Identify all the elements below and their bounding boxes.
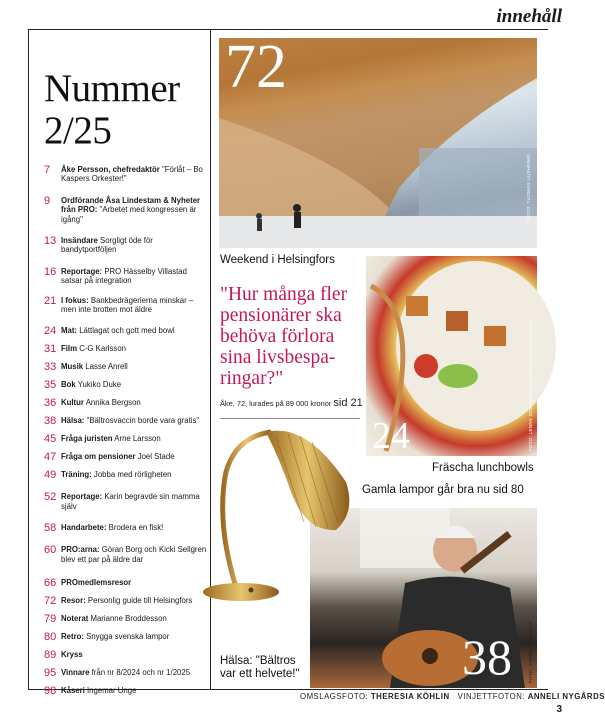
toc-item[interactable] [44, 324, 209, 338]
toc-page-number: 89 [44, 649, 57, 662]
toc-entry-heading: Kultur [61, 398, 84, 408]
toc-item[interactable] [44, 432, 209, 446]
toc-entry-heading: Åke Persson, chefredaktör [61, 165, 160, 174]
toc-entry-text [61, 194, 209, 224]
toc-entry-heading: Reportage: [61, 266, 103, 276]
toc-page-number: 66 [44, 577, 57, 590]
toc-entry-heading: I fokus: [61, 295, 89, 305]
toc-item[interactable] [44, 378, 209, 392]
toc-entry-description: Lasse Anrell [83, 362, 128, 372]
toc-entry-heading: Noterat [61, 614, 89, 624]
health-caption [220, 655, 300, 681]
toc-page-number: 80 [44, 631, 57, 644]
toc-entry-text [61, 294, 209, 315]
toc-entry-description: Snygga svenska lampor [83, 632, 170, 642]
toc-page-number: 60 [44, 544, 57, 557]
toc-page-number: 31 [44, 343, 57, 356]
toc-entry-text [61, 521, 163, 532]
left-frame-rule [28, 29, 29, 689]
toc-entry-text [61, 342, 126, 353]
toc-entry-description: Karin begravde sin mamma själv [61, 492, 200, 511]
toc-entry-text [61, 684, 136, 695]
toc-item[interactable] [44, 265, 209, 286]
toc-item[interactable] [44, 163, 209, 184]
helsinki-photo [219, 33, 537, 248]
photo-credits-footer [300, 692, 605, 701]
toc-entry-heading: Mat: [61, 326, 78, 336]
toc-entry-text [61, 163, 209, 184]
toc-entry-text [61, 360, 128, 371]
toc-entry-text [61, 234, 209, 255]
section-title: innehåll [496, 6, 562, 27]
pull-quote: "Hur många fler pensionärer ska behöva förlora sina livsbespa-ringar?" [220, 284, 348, 389]
quote-attribution [220, 397, 370, 409]
toc-entry-text [61, 324, 175, 335]
toc-item[interactable] [44, 234, 209, 255]
toc-entry-description: Personlig guide till Helsingfors [85, 596, 193, 606]
toc-entry-description: "Bältrosvaccin borde vara gratis" [84, 416, 200, 426]
toc-page-number: 47 [44, 451, 57, 464]
brass-lamp-image [196, 412, 364, 612]
toc-entry-text [61, 543, 209, 564]
toc-entry-heading: Kryss [61, 650, 83, 660]
toc-entry-description: Marianne Broddesson [88, 614, 167, 624]
toc-page-number: 58 [44, 522, 57, 535]
toc-page-number: 72 [44, 595, 57, 608]
table-of-contents [44, 163, 209, 698]
toc-item[interactable] [44, 576, 209, 590]
toc-entry-heading: Bok [61, 380, 76, 390]
toc-item[interactable] [44, 648, 209, 662]
toc-entry-heading: Ordförande Åsa Lindestam & Nyheter från PRO: [61, 195, 201, 215]
toc-entry-text [61, 450, 175, 461]
toc-item[interactable] [44, 684, 209, 698]
helsinki-page-number: 72 [225, 33, 287, 101]
toc-entry-description: PRO Hässelby Villastad satsar på integration [61, 266, 187, 286]
toc-page-number: 52 [44, 491, 57, 504]
toc-entry-heading: Resor: [61, 596, 86, 606]
toc-item[interactable] [44, 490, 209, 511]
quote-attribution-text: Åke, 72, lurades på 89 000 kronor [220, 399, 332, 408]
toc-entry-text [61, 576, 131, 587]
toc-entry-heading: Fråga juristen [61, 434, 113, 444]
vignette-photo-name: ANNELI NYGÅRDS [527, 692, 605, 701]
toc-entry-description: Sorgligt öde för bandytportföljen [61, 236, 153, 255]
health-caption-line2: var ett helvete!" [220, 668, 300, 680]
cover-photo-label: OMSLAGSFOTO: [300, 692, 369, 701]
toc-item[interactable] [44, 450, 209, 464]
health-photo-credit: FOTO: THERESIA KÖHLIN [528, 621, 533, 683]
toc-entry-text [61, 666, 190, 677]
toc-page-number: 16 [44, 265, 57, 278]
toc-item[interactable] [44, 342, 209, 356]
lunchbowl-photo [366, 256, 537, 456]
toc-item[interactable] [44, 360, 209, 374]
toc-item[interactable] [44, 521, 209, 535]
toc-item[interactable] [44, 194, 209, 224]
toc-page-number: 9 [44, 194, 51, 207]
issue-word: Nummer [44, 67, 180, 110]
toc-entry-text [61, 396, 141, 407]
top-rule [28, 29, 548, 30]
toc-entry-description: Lättlagat och gott med bowl [77, 326, 175, 336]
toc-entry-heading: Kåseri [61, 686, 85, 696]
toc-page-number: 24 [44, 325, 57, 338]
toc-page-number: 36 [44, 397, 57, 410]
toc-entry-heading: Fråga om pensioner [61, 452, 136, 462]
toc-entry-heading: Retro: [61, 632, 84, 642]
toc-entry-text [61, 414, 199, 425]
toc-entry-text [61, 432, 161, 443]
toc-entry-heading: Hälsa: [61, 416, 85, 426]
toc-page-number: 33 [44, 361, 57, 374]
issue-heading [44, 68, 180, 152]
helsinki-caption: Weekend i Helsingfors [220, 254, 335, 266]
toc-entry-description: Bankbedrägerierna minskar – men inte brotten mot äldre [61, 295, 194, 315]
toc-entry-description: C-G Karlsson [77, 344, 126, 354]
toc-entry-description: Annika Bergson [83, 398, 141, 408]
toc-entry-text [61, 468, 172, 479]
toc-entry-text [61, 612, 167, 623]
toc-entry-text [61, 630, 169, 641]
toc-item[interactable] [44, 396, 209, 410]
toc-page-number: 95 [44, 667, 57, 680]
toc-entry-heading: Musik [61, 362, 84, 372]
toc-entry-heading: PRO:arna: [61, 545, 100, 555]
toc-entry-description: Arne Larsson [112, 434, 161, 444]
toc-item[interactable] [44, 630, 209, 644]
toc-entry-heading: Handarbete: [61, 523, 107, 533]
toc-entry-description: Ingemar Unge [84, 686, 137, 696]
toc-page-number: 35 [44, 379, 57, 392]
toc-entry-description: Jobba med rörligheten [91, 470, 172, 480]
issue-number: 2/25 [44, 109, 112, 152]
health-caption-line1: Hälsa: "Bältros [220, 655, 296, 667]
toc-entry-description: Göran Borg och Kicki Sellgren blev ett par på äldre dar [61, 545, 207, 564]
toc-page-number: 7 [44, 164, 51, 176]
toc-page-number: 98 [44, 685, 57, 698]
health-page-number: 38 [462, 629, 512, 685]
cover-photo-name: THERESIA KÖHLIN [370, 692, 450, 701]
toc-entry-description: från nr 8/2024 och nr 1/2025 [89, 668, 191, 678]
toc-entry-heading: Film [61, 344, 78, 354]
toc-page-number: 79 [44, 613, 57, 626]
toc-entry-text [61, 265, 209, 286]
toc-page-number: 38 [44, 415, 57, 428]
toc-page-number: 45 [44, 433, 57, 446]
toc-entry-text [61, 378, 121, 389]
helsinki-photo-credit: FOTO: TUOMAS UUSHEIMO [526, 154, 531, 220]
toc-item[interactable] [44, 414, 209, 428]
toc-entry-description: Yukiko Duke [75, 380, 122, 390]
toc-entry-heading: PROmedlemsresor [61, 578, 132, 588]
toc-page-number: 49 [44, 469, 57, 482]
toc-item[interactable] [44, 468, 209, 482]
vignette-photo-label: VINJETTFOTON: [457, 692, 526, 701]
lamp-caption: Gamla lampor går bra nu sid 80 [362, 484, 524, 496]
lunchbowl-photo-credit: FOTO: LENNY DOROWSKA/HAMMELSTILL/FOODSEEKZ [528, 319, 533, 451]
toc-entry-text [61, 594, 192, 605]
lunchbowl-caption: Fräscha lunchbowls [432, 462, 534, 474]
toc-page-number: 13 [44, 235, 57, 248]
toc-entry-description: Joel Stade [135, 452, 175, 462]
toc-entry-description: Brodera en fisk! [106, 523, 164, 533]
toc-entry-description: "Arbetet med kongressen är igång" [61, 205, 197, 224]
toc-page-number: 21 [44, 294, 57, 307]
toc-entry-heading: Träning: [61, 470, 92, 480]
toc-item[interactable] [44, 294, 209, 315]
toc-item[interactable] [44, 666, 209, 680]
lunchbowl-page-number: 24 [372, 415, 410, 457]
toc-entry-description: "Förlåt – Bo Kaspers Orkester!" [61, 165, 203, 184]
toc-item[interactable] [44, 543, 209, 564]
toc-item[interactable] [44, 612, 209, 626]
toc-item[interactable] [44, 594, 209, 608]
page-number: 3 [556, 704, 562, 715]
toc-entry-heading: Vinnare [61, 668, 90, 678]
toc-entry-heading: Reportage: [61, 492, 103, 502]
quote-page: sid 21 [333, 397, 363, 409]
toc-entry-heading: Insändare [61, 236, 98, 246]
toc-entry-text [61, 648, 83, 659]
toc-entry-text [61, 490, 209, 511]
